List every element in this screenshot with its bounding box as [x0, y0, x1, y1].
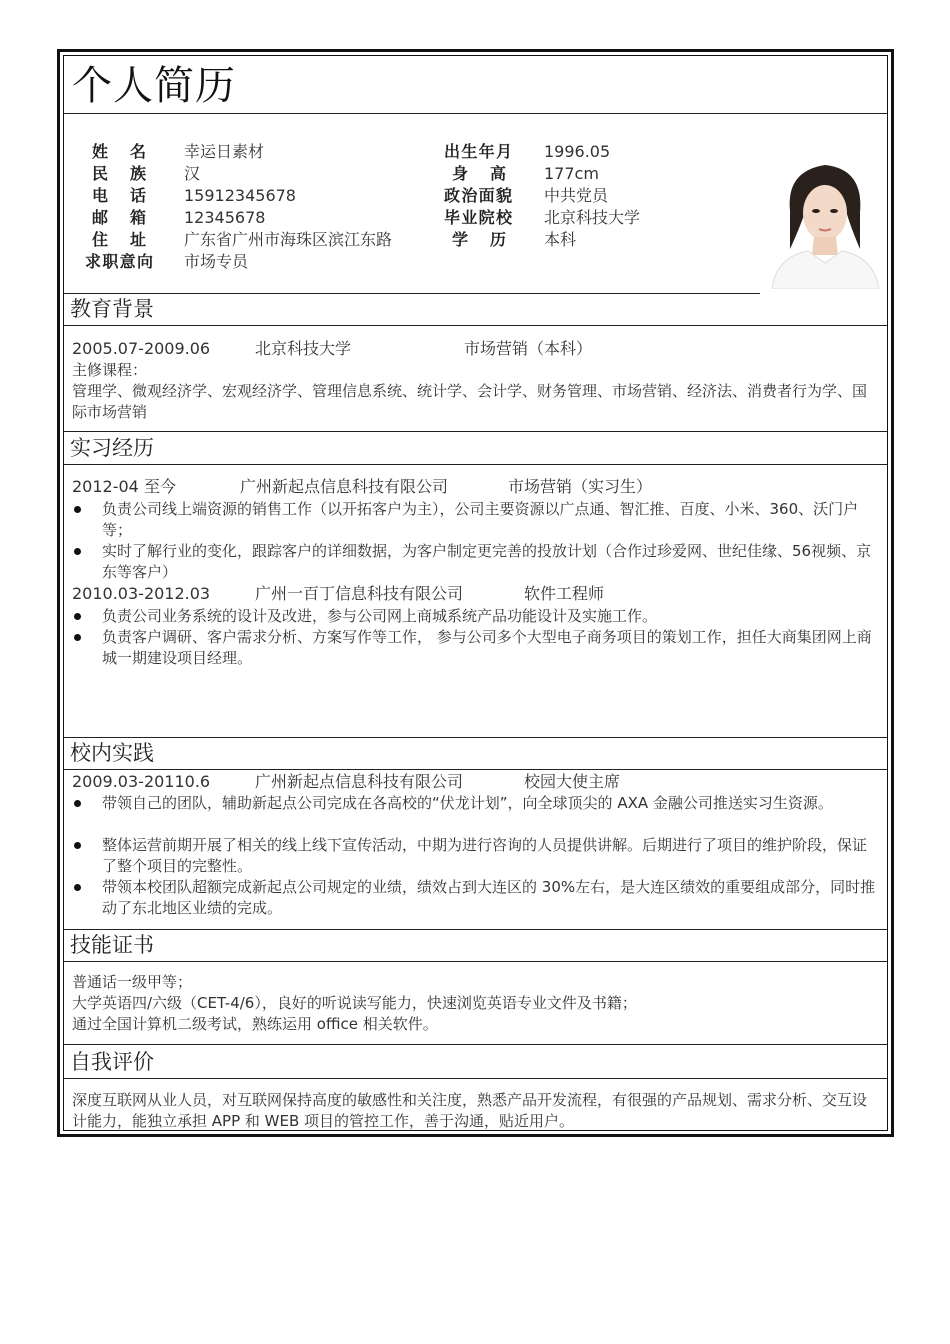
education-school: 北京科技大学 — [255, 339, 352, 358]
label-politics: 政治面貌 — [444, 186, 512, 205]
divider — [64, 325, 887, 326]
value-school: 北京科技大学 — [544, 208, 641, 227]
courses-list: 管理学、微观经济学、宏观经济学、管理信息系统、统计学、会计学、财务管理、市场营销、经济法、消费者行为学、国际市场营销 — [72, 382, 868, 421]
divider — [64, 113, 887, 114]
label-objective: 求职意向 — [85, 252, 153, 271]
divider — [64, 293, 760, 294]
list-item — [72, 877, 878, 919]
campus-period: 2009.03-20110.6 — [72, 772, 211, 791]
list-item — [72, 541, 878, 583]
divider — [64, 1044, 887, 1045]
resume-inner-frame — [63, 55, 888, 1131]
label-height: 身高 — [452, 164, 506, 183]
label-degree: 学历 — [452, 230, 506, 249]
label-school: 毕业院校 — [444, 208, 512, 227]
divider — [64, 737, 887, 738]
bullet-icon — [74, 548, 81, 555]
value-phone: 15912345678 — [184, 186, 296, 205]
campus-role: 校园大使主席 — [524, 772, 621, 791]
bullet-text: 带领自己的团队，辅助新起点公司完成在各高校的“伏龙计划”，向全球顶尖的 AXA 金融公司推送实习生资源。 — [102, 794, 833, 812]
bullet-icon — [74, 884, 81, 891]
job-period: 2012-04 至今 — [72, 477, 176, 496]
value-name: 幸运日素材 — [184, 142, 265, 161]
divider — [64, 431, 887, 432]
value-degree: 本科 — [544, 230, 577, 249]
list-item — [72, 627, 878, 669]
divider — [64, 961, 887, 962]
skill-line: 普通话一级甲等； — [72, 973, 193, 991]
job-role: 软件工程师 — [524, 584, 605, 603]
section-title-internship: 实习经历 — [70, 436, 154, 460]
list-item — [72, 793, 878, 814]
campus-company: 广州新起点信息科技有限公司 — [255, 772, 464, 791]
bullet-text: 负责公司业务系统的设计及改进，参与公司网上商城系统产品功能设计及实施工作。 — [102, 607, 658, 625]
education-major: 市场营销（本科） — [464, 339, 593, 358]
bullet-icon — [74, 634, 81, 641]
label-address: 住址 — [92, 230, 146, 249]
job-role: 市场营销（实习生） — [508, 477, 653, 496]
value-politics: 中共党员 — [544, 186, 609, 205]
courses-label: 主修课程： — [72, 361, 148, 379]
portrait-image — [768, 151, 883, 289]
value-height: 177cm — [544, 164, 599, 183]
label-name: 姓名 — [92, 142, 146, 161]
bullet-icon — [74, 800, 81, 807]
page-title: 个人简历 — [72, 63, 236, 109]
bullet-text: 负责客户调研、客户需求分析、方案写作等工作， 参与公司多个大型电子商务项目的策划工作，担任大商集团网上商城一期建设项目经理。 — [102, 628, 872, 667]
divider — [64, 769, 887, 770]
skill-line: 通过全国计算机二级考试，熟练运用 office 相关软件。 — [72, 1015, 438, 1033]
self-eval-text: 深度互联网从业人员，对互联网保持高度的敏感性和关注度，熟悉产品开发流程，有很强的产品规划、需求分析、交互设计能力，能独立承担 APP 和 WEB 项目的管控工作，善于沟通，贴近用户。 — [72, 1091, 868, 1130]
profile-photo — [768, 151, 883, 289]
label-mailbox: 邮箱 — [92, 208, 146, 227]
bullet-text: 带领本校团队超额完成新起点公司规定的业绩，绩效占到大连区的 30%左右，是大连区绩效的重要组成部分，同时推动了东北地区业绩的完成。 — [102, 878, 876, 917]
bullet-text: 负责公司线上端资源的销售工作（以开拓客户为主），公司主要资源以广点通、智汇推、百度、小米、360、沃门户等； — [102, 500, 859, 539]
job-company: 广州一百丁信息科技有限公司 — [255, 584, 464, 603]
resume-frame — [57, 49, 894, 1137]
list-item — [72, 835, 878, 877]
value-birth: 1996.05 — [544, 142, 611, 161]
value-mailbox: 12345678 — [184, 208, 266, 227]
job-company: 广州新起点信息科技有限公司 — [240, 477, 449, 496]
value-ethnicity: 汉 — [184, 164, 201, 183]
divider — [64, 1078, 887, 1079]
section-title-education: 教育背景 — [70, 297, 154, 321]
job-period: 2010.03-2012.03 — [72, 584, 211, 603]
value-address: 广东省广州市海珠区滨江东路 — [184, 230, 393, 249]
bullet-icon — [74, 506, 81, 513]
bullet-icon — [74, 613, 81, 620]
section-title-campus: 校内实践 — [70, 741, 154, 765]
label-ethnicity: 民族 — [92, 164, 146, 183]
education-period: 2005.07-2009.06 — [72, 339, 211, 358]
divider — [64, 464, 887, 465]
bullet-text: 整体运营前期开展了相关的线上线下宣传活动，中期为进行咨询的人员提供讲解。后期进行了项目的维护阶段，保证了整个项目的完整性。 — [102, 836, 868, 875]
list-item — [72, 606, 878, 627]
value-objective: 市场专员 — [184, 252, 249, 271]
divider — [64, 929, 887, 930]
skill-line: 大学英语四/六级（CET-4/6），良好的听说读写能力，快速浏览英语专业文件及书籍； — [72, 994, 637, 1012]
bullet-text: 实时了解行业的变化，跟踪客户的详细数据，为客户制定更完善的投放计划（合作过珍爱网、世纪佳缘、56视频、京东等客户） — [102, 542, 872, 581]
section-title-self-eval: 自我评价 — [70, 1050, 154, 1074]
label-phone: 电话 — [92, 186, 146, 205]
label-birth: 出生年月 — [444, 142, 512, 161]
list-item — [72, 499, 878, 541]
section-title-skills: 技能证书 — [70, 933, 154, 957]
bullet-icon — [74, 842, 81, 849]
